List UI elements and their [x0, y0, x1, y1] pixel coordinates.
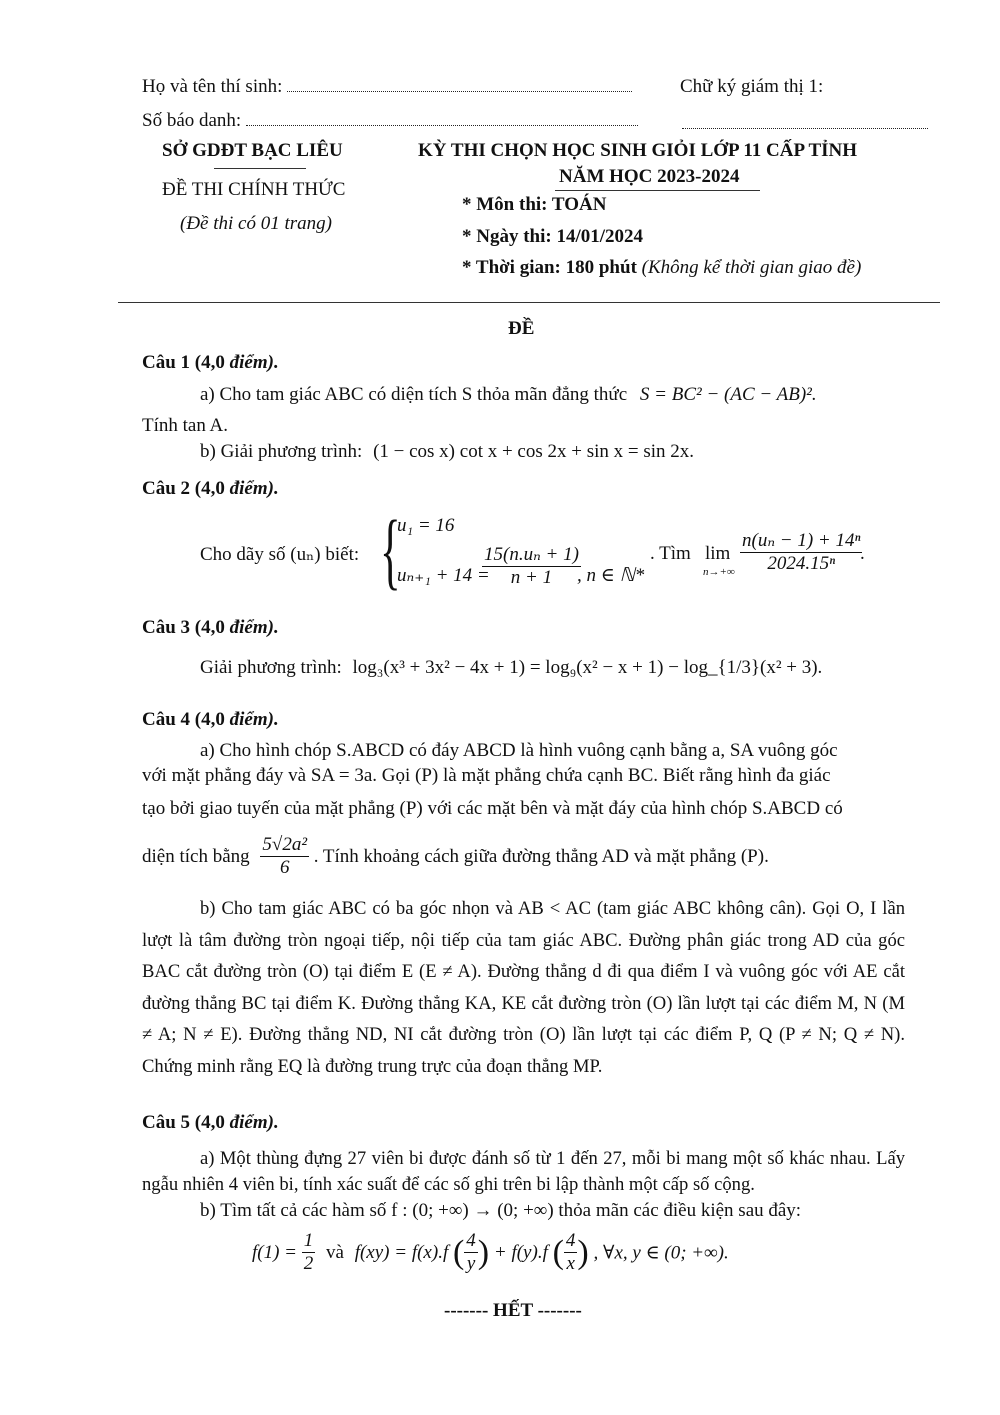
q1-title-text: Câu 1 (4,0: [142, 352, 225, 373]
q5-frac-4y: [464, 1230, 478, 1276]
q4b-paragraph: [142, 893, 905, 1082]
candidate-name-label: Họ và tên thí sinh:: [142, 76, 283, 97]
official-exam-label: ĐỀ THI CHÍNH THỨC: [162, 179, 346, 200]
q2-system-brace: {: [380, 502, 401, 598]
q5-cond-f1: f(1) =: [252, 1241, 298, 1263]
candidate-name-row: [142, 76, 632, 98]
q4a-line4: [142, 834, 769, 880]
q3-title-text: Câu 3 (4,0: [142, 617, 225, 638]
department-name: SỞ GDĐT BẠC LIÊU: [162, 140, 343, 161]
proctor-signature-blank: [682, 110, 928, 129]
q2-lim-sub: n→+∞: [703, 566, 735, 578]
q4a-frac-numerator: 5√2a²: [262, 834, 308, 855]
q4-title: [142, 709, 279, 731]
q1a-line: [200, 384, 817, 406]
q5-main-c: , ∀x, y ∈ (0; +∞).: [593, 1242, 729, 1264]
q2-lim: lim: [705, 543, 731, 564]
q1a-formula: S = BC² − (AC − AB)².: [639, 384, 817, 405]
q3-formula: log₃(x³ + 3x² − 4x + 1) = log₉(x² − x + 1) − log_{1/3}(x² + 3).: [352, 657, 823, 678]
q2-lim-numerator: n(uₙ − 1) + 14ⁿ: [742, 530, 861, 551]
q4a-frac-denominator: 6: [279, 856, 290, 878]
q4a-post: . Tính khoảng cách giữa đường thẳng AD và mặt phẳng (P).: [313, 845, 769, 867]
page-title: ĐỀ: [508, 318, 535, 339]
q4-points: điểm).: [229, 709, 279, 730]
q2-title: [142, 478, 279, 500]
q5-main-b: + f(y).f: [493, 1241, 548, 1263]
department-underline: [214, 168, 306, 169]
q5-half-den: 2: [303, 1252, 314, 1274]
q2-sys-line1: u₁ = 16: [397, 515, 455, 536]
q2-period: .: [860, 543, 865, 564]
q5a-paragraph: [142, 1146, 905, 1198]
q2-sys-fraction: [482, 544, 581, 590]
q2-intro: Cho dãy số (uₙ) biết:: [200, 544, 360, 565]
q5-and: và: [326, 1241, 344, 1263]
candidate-id-label: Số báo danh:: [142, 110, 242, 131]
q2-find: . Tìm: [650, 543, 691, 564]
q5-half-num: 1: [303, 1230, 314, 1251]
exam-title-line2: NĂM HỌC 2023-2024: [559, 166, 740, 187]
end-marker: ------- HẾT -------: [444, 1300, 582, 1321]
q2-lim-denominator: 2024.15ⁿ: [767, 552, 836, 574]
header-divider: [118, 302, 940, 303]
q5-frac-4y-num: 4: [466, 1230, 476, 1251]
q2-sys-denominator: n + 1: [510, 566, 553, 588]
q5-points: điểm).: [229, 1112, 279, 1133]
q2-sys-condition: , n ∈ ℕ*: [577, 565, 645, 586]
q5-frac-4y-den: y: [466, 1252, 476, 1274]
q1-points: điểm).: [229, 352, 279, 373]
subject-line: * Môn thi: TOÁN: [462, 194, 607, 215]
pages-note: (Đề thi có 01 trang): [180, 213, 332, 234]
q3-line: [200, 657, 822, 679]
q1b-formula: (1 − cos x) cot x + cos 2x + sin x = sin 2x.: [373, 441, 695, 462]
q3-points: điểm).: [229, 617, 279, 638]
q5-frac-4x-den: x: [566, 1252, 575, 1274]
q2-title-text: Câu 2 (4,0: [142, 478, 225, 499]
q5b-line: b) Tìm tất cả các hàm số f : (0; +∞) → (0; +∞) thỏa mãn các điều kiện sau đây:: [200, 1200, 802, 1221]
q5a-text: a) Một thùng đựng 27 viên bi được đánh số từ 1 đến 27, mỗi bi mang một số khác nhau. Lấy ngẫu nhiên 4 viên bi, tính xác suất để các số ghi trên bi lập thành một cấp số cộng.: [142, 1148, 905, 1195]
time-note: (Không kể thời gian giao đề): [641, 257, 862, 278]
q2-lim-fraction: [740, 530, 862, 576]
q3-text: Giải phương trình:: [200, 657, 342, 678]
q4a-line1: a) Cho hình chóp S.ABCD có đáy ABCD là hình vuông cạnh bằng a, SA vuông góc: [200, 740, 838, 761]
exam-title-line1: KỲ THI CHỌN HỌC SINH GIỎI LỚP 11 CẤP TỈNH: [418, 140, 858, 161]
q5-frac-4x-num: 4: [565, 1230, 576, 1251]
q5-conditions: f(1) = $\frac{1}{2}$ và f(xy) = f(x).f ( $\frac{4}{y}$ ) + f(y).f ( $\frac{4}{x}$ ) , ∀x, y ∈ (0; +∞).: [252, 1230, 729, 1274]
q2-sys-numerator: 15(n.uₙ + 1): [484, 544, 579, 565]
q1a-text: a) Cho tam giác ABC có diện tích S thỏa mãn đẳng thức: [200, 384, 628, 405]
q5-main-a: f(xy) = f(x).f: [354, 1241, 449, 1263]
candidate-id-blank: [246, 125, 638, 126]
time-value: * Thời gian: 180 phút: [462, 257, 637, 278]
q2-lim-frac: [740, 530, 862, 576]
q4-title-text: Câu 4 (4,0: [142, 709, 225, 730]
exam-title-underline: [555, 190, 760, 191]
q2-points: điểm).: [229, 478, 279, 499]
candidate-id-row: [142, 110, 638, 132]
q1a-ask: Tính tan A.: [142, 415, 229, 436]
q1b-line: [200, 441, 694, 463]
q1-title: [142, 352, 279, 374]
q4a-line2: với mặt phẳng đáy và SA = 3a. Gọi (P) là mặt phẳng chứa cạnh BC. Biết rằng hình đa giác: [142, 765, 831, 786]
q3-title: [142, 617, 279, 639]
q2-sys-frac: [482, 544, 581, 590]
q5-half-fraction: [302, 1230, 316, 1276]
q4a-line3: tạo bởi giao tuyến của mặt phẳng (P) với các mặt bên và mặt đáy của hình chóp S.ABCD có: [142, 798, 843, 819]
q1b-text: b) Giải phương trình:: [200, 441, 363, 462]
q4a-pre: diện tích bằng: [142, 845, 250, 867]
proctor-signature-label: Chữ ký giám thị 1:: [680, 76, 824, 97]
date-line: * Ngày thi: 14/01/2024: [462, 226, 644, 247]
q5-title-text: Câu 5 (4,0: [142, 1112, 225, 1133]
q4b-text: b) Cho tam giác ABC có ba góc nhọn và AB < AC (tam giác ABC không cân). Gọi O, I lần lượt là tâm đường tròn ngoại tiếp, nội tiếp của tam giác ABC. Đường phân giác trong AD của góc BAC cắt đường tròn (O) tại điểm E (E ≠ A). Đường thẳng d đi qua điểm I và vuông góc với AE cắt đường thẳng BC tại điểm K. Đường thẳng KA, KE cắt đường tròn (O) lần lượt tại các điểm M, N (M ≠ A; N ≠ E). Đường thẳng ND, NI cắt đường tròn (O) lần lượt tại các điểm P, Q (P ≠ N; Q ≠ N). Chứng minh rằng EQ là đường trung trực của đoạn thẳng MP.: [142, 898, 905, 1077]
q2-sys-line2-left: uₙ₊₁ + 14 =: [397, 565, 490, 586]
q5-frac-4x: [564, 1230, 578, 1276]
time-line: [462, 257, 861, 279]
q4a-area-fraction: [260, 834, 309, 880]
q5-title: [142, 1112, 279, 1134]
candidate-name-blank: [287, 91, 632, 92]
